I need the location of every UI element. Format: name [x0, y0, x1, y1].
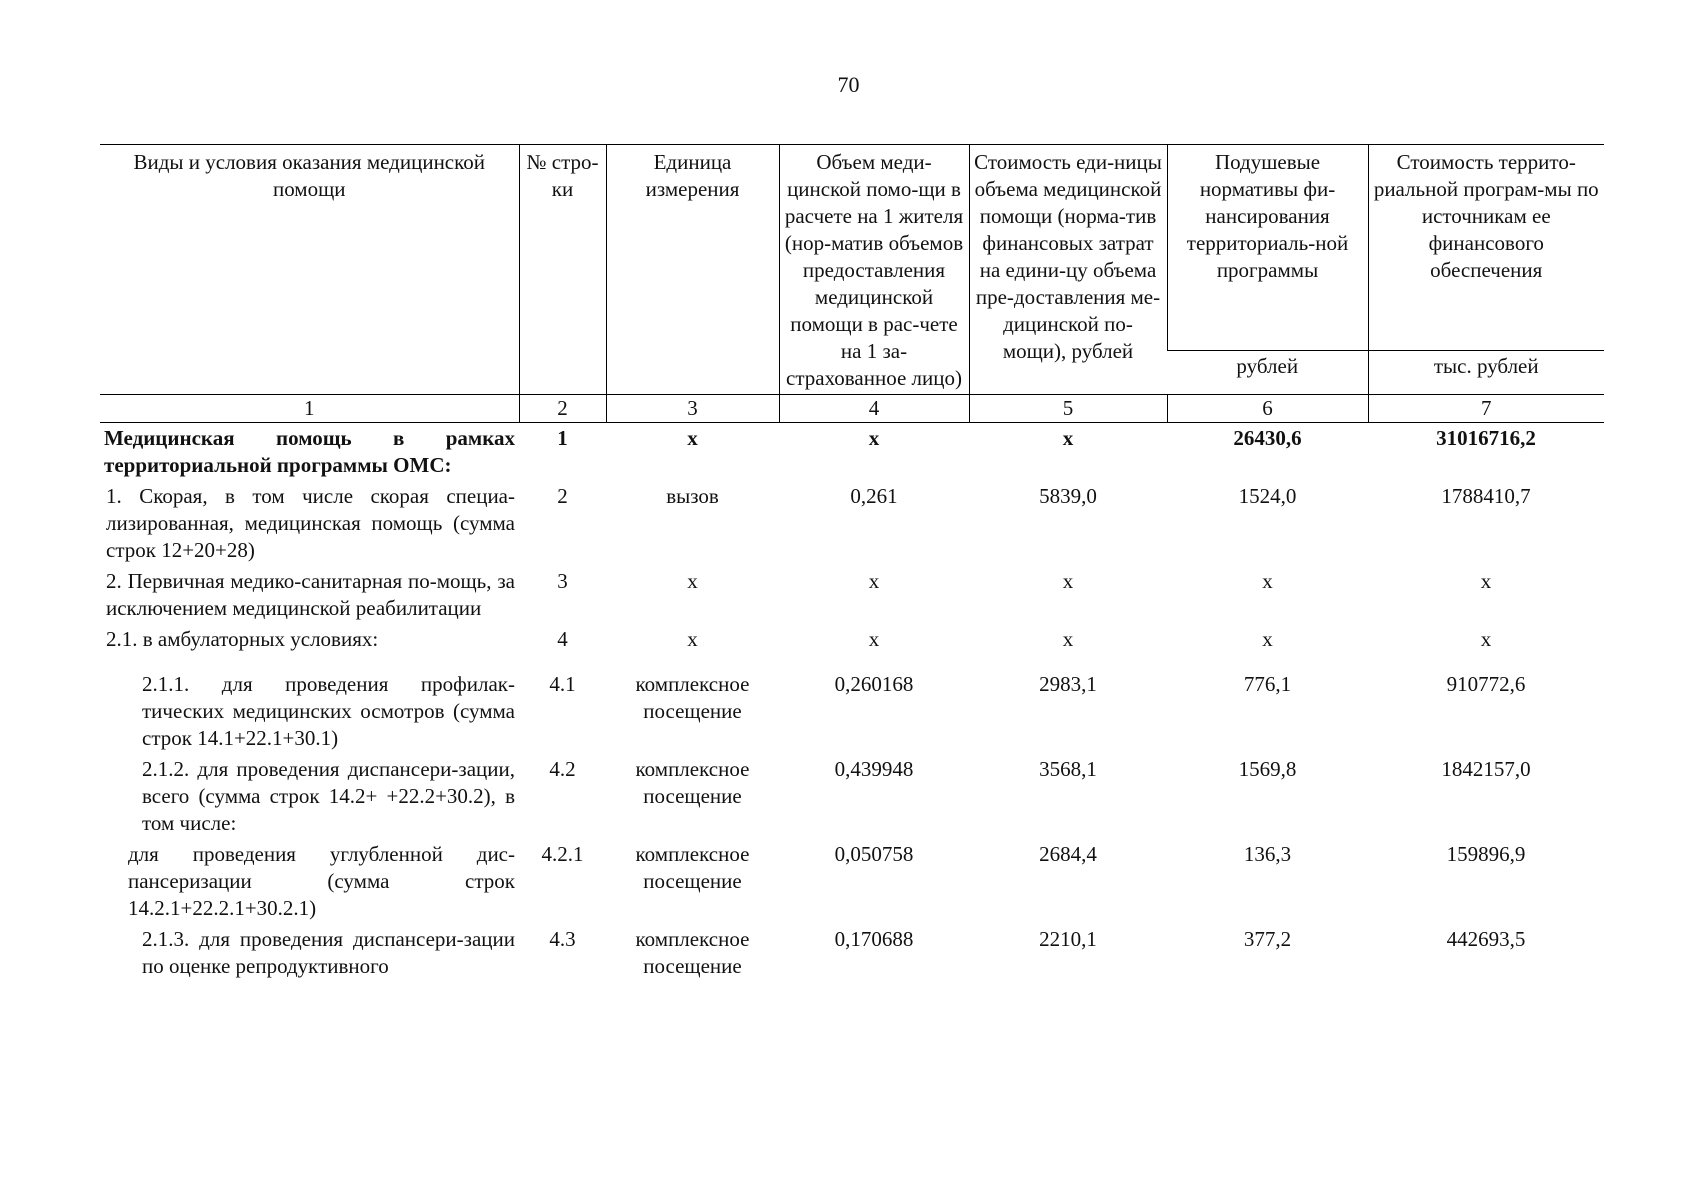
row-unit-cost: х	[1062, 627, 1074, 651]
row-name: для проведения углубленной дис-пансеризации (сумма строк 14.2.1+22.2.1+30.2.1)	[128, 842, 515, 920]
row-per-capita: 26430,6	[1233, 426, 1302, 450]
row-number: 4.3	[549, 927, 576, 951]
row-number: 4.1	[549, 672, 576, 696]
row-number: 2	[557, 484, 568, 508]
row-total: 442693,5	[1446, 927, 1526, 951]
row-name: Медицинская помощь в рамках территориальной программы ОМС:	[104, 426, 515, 477]
row-unit-cost: 2983,1	[1039, 672, 1097, 696]
row-number: 1	[557, 426, 568, 450]
row-name: 2.1. в амбулаторных условиях:	[106, 627, 379, 651]
row-per-capita: 377,2	[1243, 927, 1292, 951]
row-per-capita: 136,3	[1243, 842, 1292, 866]
row-total: 31016716,2	[1436, 426, 1536, 450]
row-volume: 0,260168	[834, 672, 914, 696]
row-volume: х	[868, 426, 880, 450]
table-row	[100, 655, 1604, 754]
row-volume: 0,261	[850, 484, 898, 508]
header-unit-cost: Стоимость еди-ницы объема медицинской помощи (норма-тив финансовых затрат на едини-цу объема пре-доставления ме-дицинской по-мощи), рублей	[969, 145, 1167, 395]
row-total: х	[1480, 569, 1492, 593]
row-unit: х	[687, 627, 698, 651]
table-header-row	[100, 145, 1604, 351]
table-row	[100, 423, 1604, 482]
row-unit-cost: х	[1062, 569, 1074, 593]
header-row-number: № стро-ки	[519, 145, 606, 395]
row-per-capita: 776,1	[1243, 672, 1292, 696]
row-total: 910772,6	[1446, 672, 1526, 696]
column-number: 2	[519, 395, 606, 423]
header-total-cost: Стоимость террито-риальной програм-мы по источникам ее финансового обеспечения	[1368, 145, 1604, 351]
row-name: 2. Первичная медико-санитарная по-мощь, за исключением медицинской реабилитации	[106, 569, 515, 620]
row-volume: х	[868, 627, 880, 651]
row-unit-cost: х	[1062, 426, 1074, 450]
row-unit: х	[687, 426, 698, 450]
row-unit-cost: 3568,1	[1039, 757, 1097, 781]
row-name: 2.1.3. для проведения диспансери-зации по оценке репродуктивного	[142, 927, 515, 978]
row-number: 3	[557, 569, 568, 593]
column-numbers-row	[100, 395, 1604, 423]
unit-rubles: рублей	[1167, 351, 1368, 395]
row-unit: комплексное посещение	[635, 672, 750, 723]
column-number: 4	[779, 395, 969, 423]
row-unit: вызов	[666, 484, 719, 508]
column-number: 3	[606, 395, 779, 423]
table-row	[100, 924, 1604, 982]
row-unit: х	[687, 569, 698, 593]
column-number: 1	[100, 395, 519, 423]
row-unit-cost: 2210,1	[1039, 927, 1097, 951]
column-number: 5	[969, 395, 1167, 423]
row-name: 1. Скорая, в том числе скорая специа-лизированная, медицинская помощь (сумма строк 12+20+28)	[106, 484, 515, 562]
row-unit-cost: 2684,4	[1039, 842, 1097, 866]
row-number: 4.2	[549, 757, 576, 781]
row-unit-cost: 5839,0	[1039, 484, 1097, 508]
row-total: 1842157,0	[1441, 757, 1531, 781]
row-name: 2.1.2. для проведения диспансери-зации, всего (сумма строк 14.2+ +22.2+30.2), в том числе:	[142, 757, 515, 835]
row-unit: комплексное посещение	[635, 757, 750, 808]
row-number: 4	[557, 627, 568, 651]
header-type-of-care: Виды и условия оказания медицинской помощи	[100, 145, 519, 395]
column-number: 7	[1368, 395, 1604, 423]
table-row	[100, 624, 1604, 655]
row-per-capita: х	[1262, 627, 1273, 651]
row-number: 4.2.1	[541, 842, 584, 866]
row-total: 1788410,7	[1441, 484, 1531, 508]
row-per-capita: 1524,0	[1238, 484, 1297, 508]
row-total: 159896,9	[1446, 842, 1526, 866]
table-row	[100, 481, 1604, 566]
page-number: 70	[837, 72, 860, 97]
row-unit: комплексное посещение	[635, 842, 750, 893]
row-volume: х	[868, 569, 880, 593]
unit-thousand-rubles: тыс. рублей	[1368, 351, 1604, 395]
row-volume: 0,170688	[834, 927, 914, 951]
table-row	[100, 839, 1604, 924]
column-number: 6	[1167, 395, 1368, 423]
table-row	[100, 754, 1604, 839]
header-unit: Единица измерения	[606, 145, 779, 395]
row-per-capita: 1569,8	[1238, 757, 1297, 781]
header-volume: Объем меди-цинской помо-щи в расчете на 1 жителя (нор-матив объемов предоставления медицинской помощи в рас-чете на 1 за-страхованное лицо)	[779, 145, 969, 395]
row-unit: комплексное посещение	[635, 927, 750, 978]
row-volume: 0,050758	[834, 842, 914, 866]
table-row	[100, 566, 1604, 624]
header-per-capita: Подушевые нормативы фи-нансирования территориаль-ной программы	[1167, 145, 1368, 351]
row-total: х	[1480, 627, 1492, 651]
row-per-capita: х	[1262, 569, 1273, 593]
financing-table	[100, 144, 1604, 982]
row-name: 2.1.1. для проведения профилак-тических медицинских осмотров (сумма строк 14.1+22.1+30.1)	[142, 672, 515, 750]
row-volume: 0,439948	[834, 757, 914, 781]
